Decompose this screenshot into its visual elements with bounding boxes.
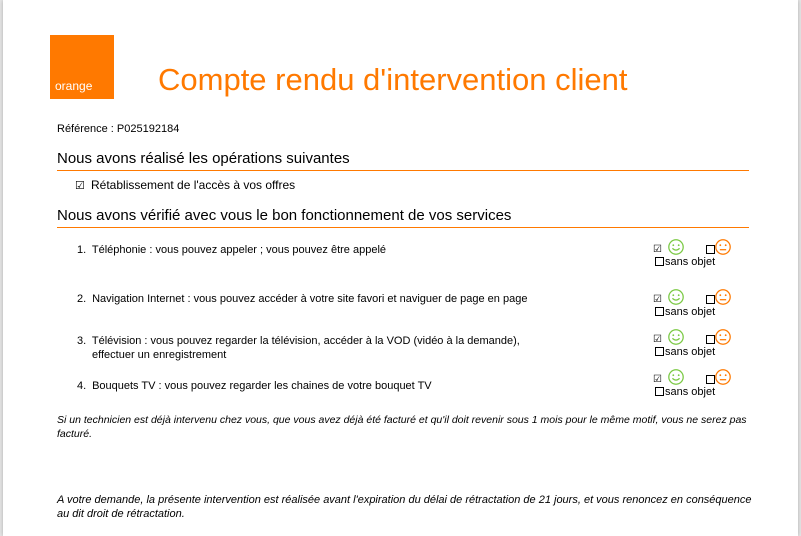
checked-box-icon[interactable]: ☑ [653,374,662,385]
sans-objet-option[interactable]: sans objet [655,346,715,358]
unchecked-box-icon [655,307,664,316]
reference: Référence : P025192184 [57,123,180,135]
service-status [653,244,753,278]
service-label: Télévision : vous pouvez regarder la télévision, accéder à la VOD (vidéo à la demande), [91,335,520,347]
logo-text: orange [55,79,93,93]
checked-box-icon: ☑ [75,180,85,192]
service-row: 1. Téléphonie : vous pouvez appeler ; vous pouvez être appelé [77,244,387,256]
smiley-happy-icon [667,238,685,256]
unchecked-box-icon [655,387,664,396]
service-label: Navigation Internet : vous pouvez accéder à votre site favori et naviguer de page en page [92,293,528,305]
sans-objet-option[interactable]: sans objet [655,306,715,318]
unchecked-box-icon [655,257,664,266]
section-operations: Nous avons réalisé les opérations suivantes [57,150,749,171]
service-row: 2. Navigation Internet : vous pouvez accéder à votre site favori et naviguer de page en page [77,293,528,305]
sans-objet-option[interactable]: sans objet [655,256,715,268]
checked-box-icon[interactable]: ☑ [653,294,662,305]
smiley-neutral-icon [714,288,732,306]
checked-box-icon[interactable]: ☑ [653,334,662,345]
service-label: Téléphonie : vous pouvez appeler ; vous pouvez être appelé [91,244,387,256]
smiley-happy-icon [667,368,685,386]
checked-box-icon[interactable]: ☑ [653,244,662,255]
service-row: 3. Télévision : vous pouvez regarder la télévision, accéder à la VOD (vidéo à la demande), effectuer un enregistrement [77,335,520,361]
service-label: Bouquets TV : vous pouvez regarder les chaines de votre bouquet TV [92,380,432,392]
section-verification: Nous avons vérifié avec vous le bon fonctionnement de vos services [57,207,749,228]
operation-label: Rétablissement de l'accès à vos offres [91,178,296,192]
smiley-happy-icon [667,288,685,306]
document-page [3,0,798,536]
smiley-neutral-icon [714,238,732,256]
page-title: Compte rendu d'intervention client [158,62,628,97]
unchecked-box-icon [655,347,664,356]
smiley-neutral-icon [714,368,732,386]
orange-logo [50,35,114,99]
retractation-note: A votre demande, la présente intervention est réalisée avant l'expiration du délai de rétractation de 21 jours, et vous renoncez en conséquence au dit droit de rétractation. [57,494,752,520]
technicien-note: Si un technicien est déjà intervenu chez vous, que vous avez déjà été facturé et qu'il doit revenir sous 1 mois pour le même motif, vous ne serez pas facturé. [57,414,747,440]
service-label-continued: effectuer un enregistrement [92,349,227,361]
service-row: 4. Bouquets TV : vous pouvez regarder les chaines de votre bouquet TV [77,380,432,392]
sans-objet-option[interactable]: sans objet [655,386,715,398]
smiley-happy-icon [667,328,685,346]
service-status [653,294,753,328]
service-status [653,374,753,408]
operation-item [75,178,295,192]
service-status [653,334,753,368]
smiley-neutral-icon [714,328,732,346]
